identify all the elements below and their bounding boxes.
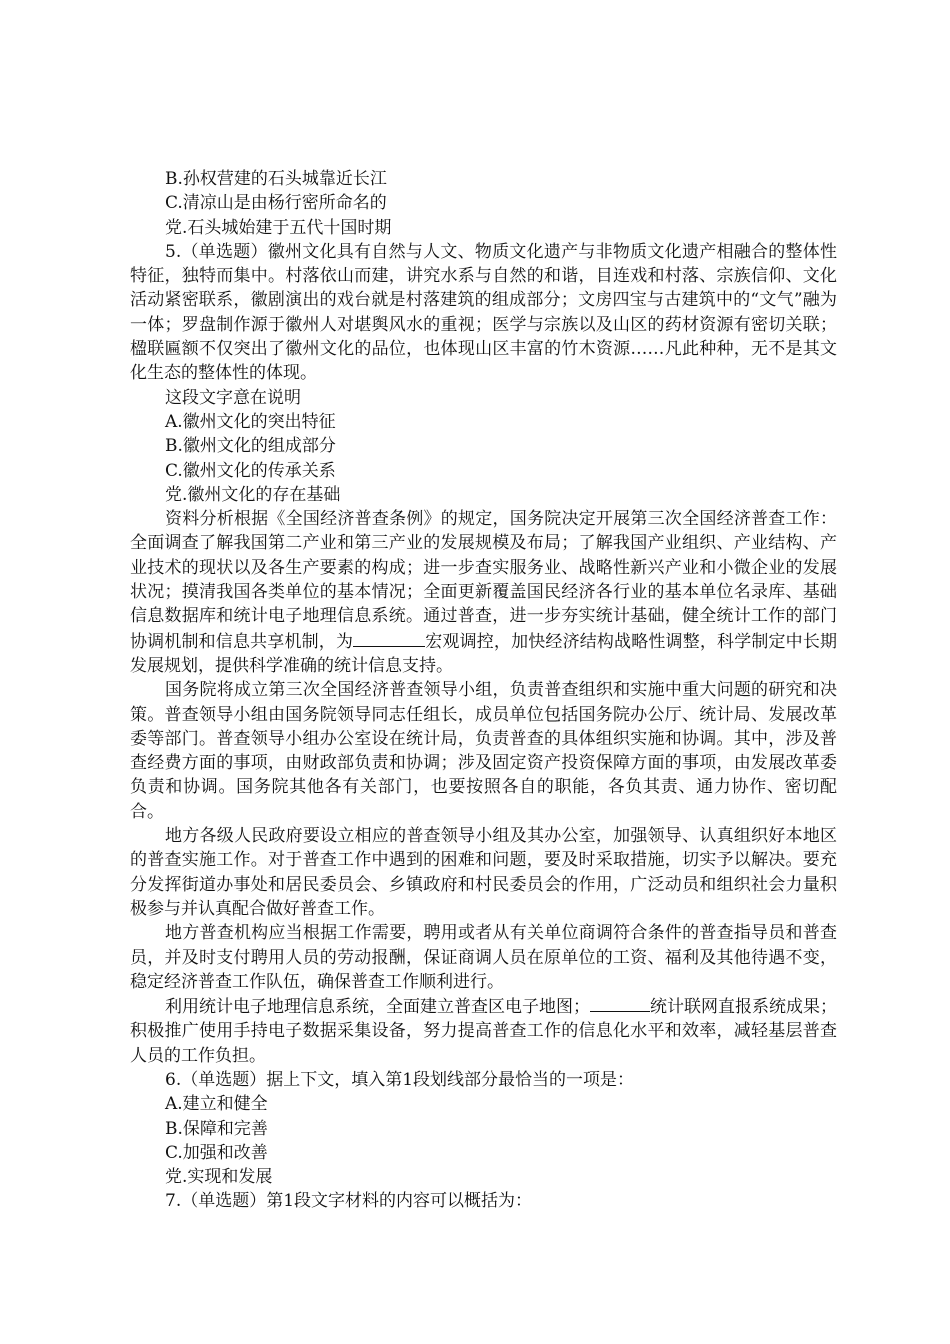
q7-stem: 7.（单选题）第1段文字材料的内容可以概括为： — [165, 1191, 533, 1212]
document-body — [130, 167, 837, 1214]
q4-option-c: C.清凉山是由杨行密所命名的 — [165, 193, 387, 214]
q4-option-b: B.孙权营建的石头城靠近长江 — [165, 169, 387, 189]
material-paragraph-1 — [130, 507, 837, 678]
q6-option-d: 党.实现和发展 — [165, 1167, 273, 1188]
q5-option-b: B.徽州文化的组成部分 — [165, 436, 336, 457]
q5-option-c: C.徽州文化的传承关系 — [165, 460, 336, 481]
material-paragraph-5 — [130, 994, 837, 1068]
q6-option-a: A.建立和健全 — [165, 1094, 268, 1115]
material-paragraph-4: 地方普查机构应当根据工作需要，聘用或者从有关单位商调符合条件的普查指导员和普查员，并及时支付聘用人员的劳动报酬，保证商调人员在原单位的工资、福利及其他待遇不变，稳定经济普查工作队伍，确保普查工作顺利进行。 — [130, 923, 837, 992]
fill-blank-1 — [353, 629, 425, 647]
q6-option-b: B.保障和完善 — [165, 1118, 268, 1139]
material-p1-text-before: 资料分析根据《全国经济普查条例》的规定，国务院决定开展第三次全国经济普查工作：全面调查了解我国第二产业和第三产业的发展规模及布局；了解我国产业组织、产业结构、产业技术的现状以及各生产要素的构成；进一步查实服务业、战略性新兴产业和小微企业的发展状况；摸清我国各类单位的基本情况；全面更新覆盖国民经济各行业的基本单位名录库、基础信息数据库和统计电子地理信息系统。通过普查，进一步夯实统计基础，健全统计工作的部门协调机制和信息共享机制，为 — [130, 509, 837, 652]
q5-stem: 5.（单选题）徽州文化具有自然与人文、物质文化遗产与非物质文化遗产相融合的整体性特征，独特而集中。村落依山而建，讲究水系与自然的和谐，目连戏和村落、宗族信仰、文化活动紧密联系，徽剧演出的戏台就是村落建筑的组成部分；文房四宝与古建筑中的“文气”融为一体；罗盘制作源于徽州人对堪舆风水的重视；医学与宗族以及山区的药材资源有密切关联；楹联匾额不仅突出了徽州文化的品位，也体现山区丰富的竹木资源……凡此种种，无不是其文化生态的整体性的体现。 — [130, 241, 837, 384]
q4-option-d: 党.石头城始建于五代十国时期 — [165, 217, 392, 238]
material-p5-text-after: 统计联网直报系统成果；积极推广使用手持电子数据采集设备，努力提高普查工作的信息化水平和效率，减轻基层普查人员的工作负担。 — [130, 997, 837, 1066]
q6-stem: 6.（单选题）据上下文，填入第1段划线部分最恰当的一项是： — [165, 1069, 635, 1090]
q6-option-c: C.加强和改善 — [165, 1142, 268, 1163]
fill-blank-2 — [590, 994, 650, 1012]
material-paragraph-3: 地方各级人民政府要设立相应的普查领导小组及其办公室，加强领导、认真组织好本地区的普查实施工作。对于普查工作中遇到的困难和问题，要及时采取措施，切实予以解决。要充分发挥街道办事处和居民委员会、乡镇政府和村民委员会的作用，广泛动员和组织社会力量积极参与并认真配合做好普查工作。 — [130, 826, 837, 919]
material-p5-text-before: 利用统计电子地理信息系统，全面建立普查区电子地图； — [165, 997, 590, 1018]
q5-option-d: 党.徽州文化的存在基础 — [165, 484, 341, 505]
material-p1-text-after: 宏观调控，加快经济结构战略性调整，科学制定中长期发展规划，提供科学准确的统计信息支持。 — [130, 631, 838, 676]
q5-option-a: A.徽州文化的突出特征 — [165, 411, 336, 432]
material-paragraph-2: 国务院将成立第三次全国经济普查领导小组，负责普查组织和实施中重大问题的研究和决策。普查领导小组由国务院领导同志任组长，成员单位包括国务院办公厅、统计局、发展改革委等部门。普查领导小组办公室设在统计局，负责普查的具体组织实施和协调。其中，涉及普查经费方面的事项，由财政部负责和协调；涉及固定资产投资保障方面的事项，由发展改革委负责和协调。国务院其他各有关部门，也要按照各自的职能，各负其责、通力协作、密切配合。 — [130, 680, 837, 822]
q5-question: 这段文字意在说明 — [165, 387, 301, 408]
